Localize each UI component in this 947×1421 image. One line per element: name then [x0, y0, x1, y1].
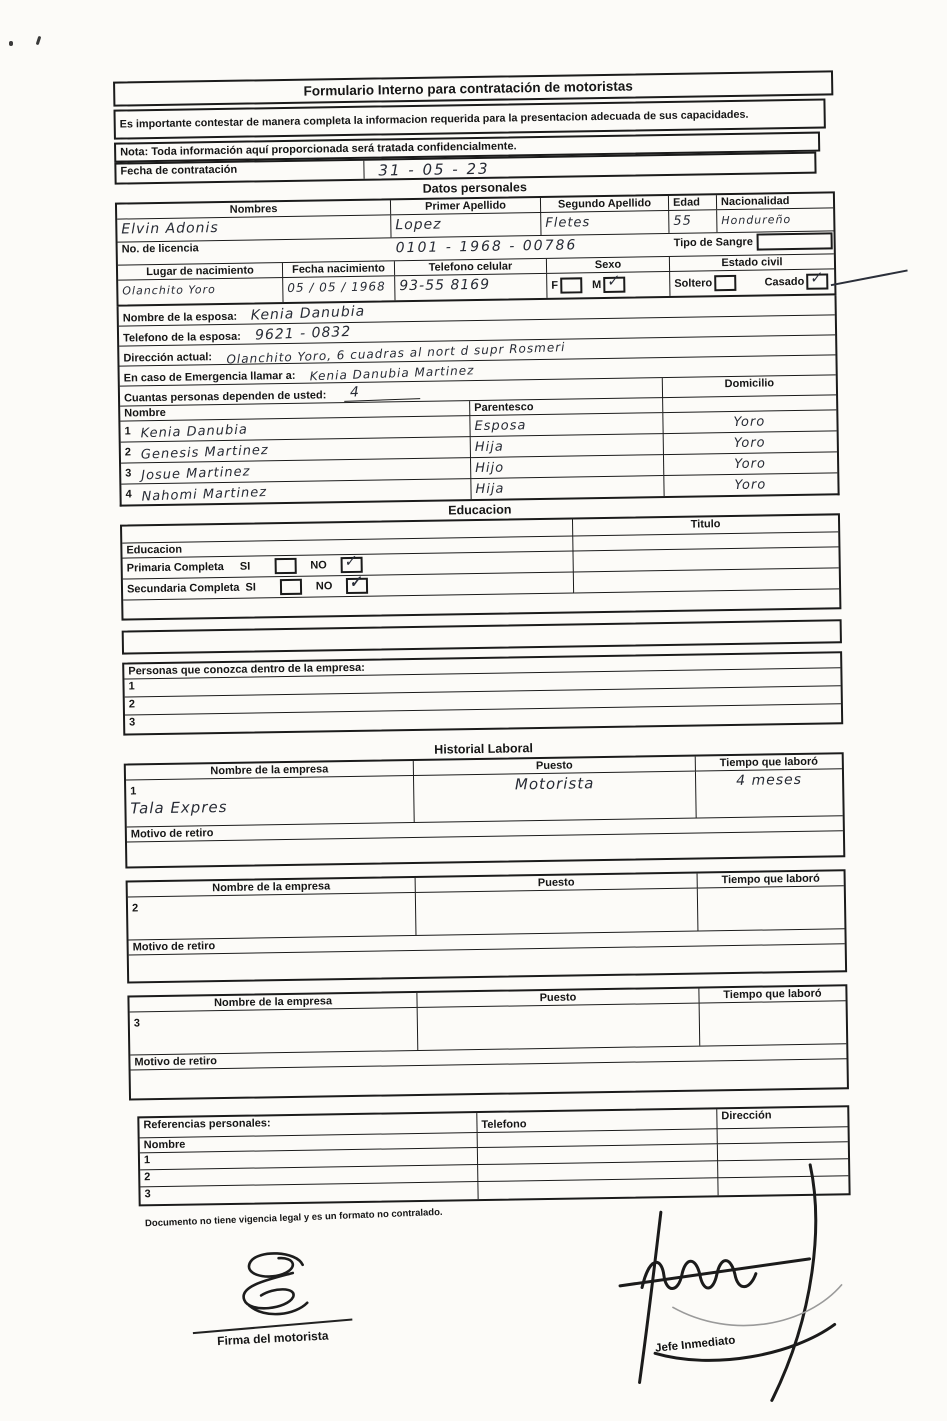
si-label: SI: [239, 560, 251, 573]
historial-title: Historial Laboral: [434, 741, 533, 757]
educacion-label: Educacion: [122, 536, 573, 558]
jefe-inmediato-label: Jefe Inmediato: [654, 1334, 736, 1355]
primer-apellido-header: Primer Apellido: [391, 198, 541, 214]
dep-row-nombre: 4 Nahomi Martinez: [121, 479, 471, 504]
datos-personales-table: [115, 191, 837, 306]
telefono-esposa-row: Telefono de la esposa: 9621 - 0832: [119, 315, 835, 346]
segundo-apellido-value: Fletes: [541, 211, 669, 235]
puesto-value: [418, 1004, 701, 1050]
conocidos-row: 2: [125, 686, 841, 715]
dep-parentesco-header: Parentesco: [470, 398, 662, 416]
tiempo-header: Tiempo que laboró: [723, 987, 822, 1002]
check-icon: ✓: [605, 272, 620, 291]
dep-row-domicilio: Yoro: [663, 473, 837, 496]
empresa-value: 2: [128, 893, 417, 940]
telefono-celular-value: 93-55 8169: [395, 274, 547, 300]
educacion-title: Educacion: [448, 502, 512, 518]
dependientes-table: [120, 375, 838, 504]
empresa-value: 3: [130, 1008, 419, 1055]
ref-direccion-header: Dirección: [717, 1107, 847, 1129]
check-icon: ✓: [808, 268, 823, 288]
segundo-apellido-header: Segundo Apellido: [541, 196, 669, 212]
dep-row-parentesco: Hija: [475, 481, 505, 498]
jefe-signature-block: [600, 1154, 864, 1408]
domicilio-header: Domicilio: [662, 375, 836, 398]
nacionalidad-header: Nacionalidad: [720, 195, 790, 209]
motivo-retiro-label: Motivo de retiro: [130, 1044, 846, 1070]
tiempo-value: [700, 1001, 847, 1045]
puesto-header: Puesto: [417, 989, 699, 1007]
disclaimer-text: Documento no tiene vigencia legal y es un formato no contralado.: [144, 1206, 443, 1230]
licencia-label: No. de licencia: [121, 242, 199, 256]
licencia-value: 0101 - 1968 - 00786: [395, 237, 578, 257]
secundaria-si-checkbox: [280, 579, 302, 595]
casado-label: Casado: [764, 275, 805, 289]
sexo-header: Sexo: [547, 257, 670, 273]
dep-row-domicilio: Yoro: [663, 431, 837, 455]
dep-nombre-header: Nombre: [120, 401, 470, 421]
nombres-value: Elvin Adonis: [117, 215, 391, 241]
puesto-value: Motorista: [414, 772, 697, 822]
scan-speck: [9, 41, 13, 46]
titulo-header: Titulo: [573, 515, 838, 536]
check-icon: ✓: [342, 552, 358, 571]
dep-row-parentesco: Hijo: [471, 455, 663, 479]
dep-row-nombre: 3 Josue Martinez: [121, 458, 471, 484]
conocidos-label: Personas que conozca dentro de la empresa:: [124, 653, 840, 679]
dep-row-domicilio: Yoro: [662, 410, 836, 434]
tiempo-value: [698, 886, 845, 930]
empresa-header: Nombre de la empresa: [129, 993, 417, 1012]
primaria-no-checkbox: [341, 552, 363, 573]
dep-row-nombre: 2 Genesis Martinez: [121, 437, 471, 463]
datos-personales-title: Datos personales: [422, 180, 527, 196]
nombres-header: Nombres: [117, 200, 391, 218]
tiempo-header: Tiempo que laboró: [721, 872, 820, 887]
check-icon: ✓: [348, 573, 363, 592]
puesto-header: Puesto: [414, 757, 696, 775]
si-label: SI: [245, 581, 256, 594]
sexo-m-checkbox: [603, 272, 625, 293]
tiempo-header: Tiempo que laboró: [719, 755, 819, 770]
datos-familia-block: [117, 295, 840, 506]
fecha-contratacion-value: 31 - 05 - 23: [378, 159, 490, 180]
fecha-nacimiento-value: 05 / 05 / 1968: [283, 276, 395, 302]
edad-header: Edad: [669, 195, 717, 210]
dependen-row: Cuantas personas dependen de usted: 4: [120, 378, 662, 407]
dep-row-parentesco: Hija: [471, 434, 663, 458]
casado-checkbox: [806, 268, 828, 289]
educacion-table: [120, 513, 841, 620]
tiempo-value: 4 meses: [736, 771, 803, 789]
ref-row: 3: [140, 1182, 478, 1204]
empresa-header: Nombre de la empresa: [126, 761, 414, 780]
primer-apellido-value: Lopez: [391, 213, 541, 237]
direccion-actual-row: Dirección actual: Olanchito Yoro, 6 cuadras al nort d supr Rosmeri: [119, 335, 835, 366]
no-label: NO: [315, 580, 333, 593]
sexo-f-label: F: [551, 279, 559, 292]
soltero-label: Soltero: [674, 277, 713, 290]
empresa-header: Nombre de la empresa: [128, 878, 416, 897]
tipo-sangre-label: Tipo de Sangre: [670, 231, 838, 256]
conocidos-table: [122, 651, 843, 735]
historial-block: [124, 752, 846, 868]
form-intro: Es importante contestar de manera completa la informacion requerida para la presentacion adecuada de sus capacidades.: [113, 98, 825, 139]
estado-civil-header: Estado civil: [721, 256, 783, 270]
conocidos-row: 3: [129, 716, 136, 729]
tipo-sangre-box: [757, 232, 833, 250]
empresa-value: 1 Tala Expres: [126, 776, 415, 827]
scan-speck: [36, 36, 42, 45]
secundaria-no-checkbox: [346, 573, 368, 594]
dep-row-nombre: 1 Kenia Danubia: [120, 416, 470, 442]
historial-block: [126, 869, 848, 983]
stray-pen-mark: [831, 269, 908, 286]
sexo-value: [547, 272, 670, 298]
nacionalidad-value: Hondureño: [721, 213, 792, 228]
telefono-celular-header: Telefono celular: [395, 259, 547, 275]
fecha-contratacion-label: Fecha de contratación: [116, 161, 364, 183]
esposa-row: Nombre de la esposa: Kenia Danubia: [119, 295, 835, 326]
no-label: NO: [310, 559, 327, 572]
empty-strip: [122, 619, 842, 654]
motorista-signature: [206, 1242, 337, 1332]
dep-row-domicilio: Yoro: [663, 452, 837, 476]
motorista-signature-block: [171, 1242, 373, 1347]
ref-row: 2: [140, 1165, 478, 1187]
scanned-form-sheet: [113, 70, 854, 1405]
sexo-f-checkbox: [560, 277, 582, 293]
estado-civil-value: [670, 269, 834, 296]
historial-block: [127, 984, 849, 1100]
jefe-signature: [600, 1154, 864, 1408]
primaria-si-checkbox: [274, 558, 296, 574]
signatures-area: [131, 1224, 854, 1405]
emergencia-row: En caso de Emergencia llamar a: Kenia Danubia Martinez: [120, 355, 836, 386]
edad-value: 55: [669, 210, 717, 233]
motivo-retiro-label: Motivo de retiro: [127, 816, 843, 842]
ref-nombre-header: Nombre: [140, 1133, 478, 1153]
dep-row-parentesco: Esposa: [470, 413, 662, 437]
secundaria-row: Secundaria Completa SI NO ✓: [123, 572, 574, 600]
primaria-row: Primaria Completa SI NO ✓: [123, 551, 574, 579]
lugar-nacimiento-value: Olanchito Yoro: [118, 278, 283, 305]
motivo-retiro-label: Motivo de retiro: [129, 929, 845, 955]
soltero-checkbox: [714, 275, 736, 291]
puesto-value: [416, 889, 699, 935]
fecha-nacimiento-header: Fecha nacimiento: [283, 261, 395, 277]
ref-telefono-header: Telefono: [477, 1109, 717, 1133]
form-title: Formulario Interno para contratación de motoristas: [303, 78, 633, 99]
puesto-header: Puesto: [416, 874, 698, 892]
firma-motorista-label: Firma del motorista: [216, 1328, 329, 1349]
lugar-nacimiento-header: Lugar de nacimiento: [118, 263, 283, 280]
sexo-m-label: M: [591, 279, 602, 292]
ref-row: 1: [140, 1148, 478, 1170]
form-nota: Nota: Toda información aquí proporcionada será tratada confidencialmente.: [114, 132, 820, 163]
referencias-label: Referencias personales:: [139, 1113, 477, 1138]
conocidos-row: 1: [124, 668, 840, 697]
